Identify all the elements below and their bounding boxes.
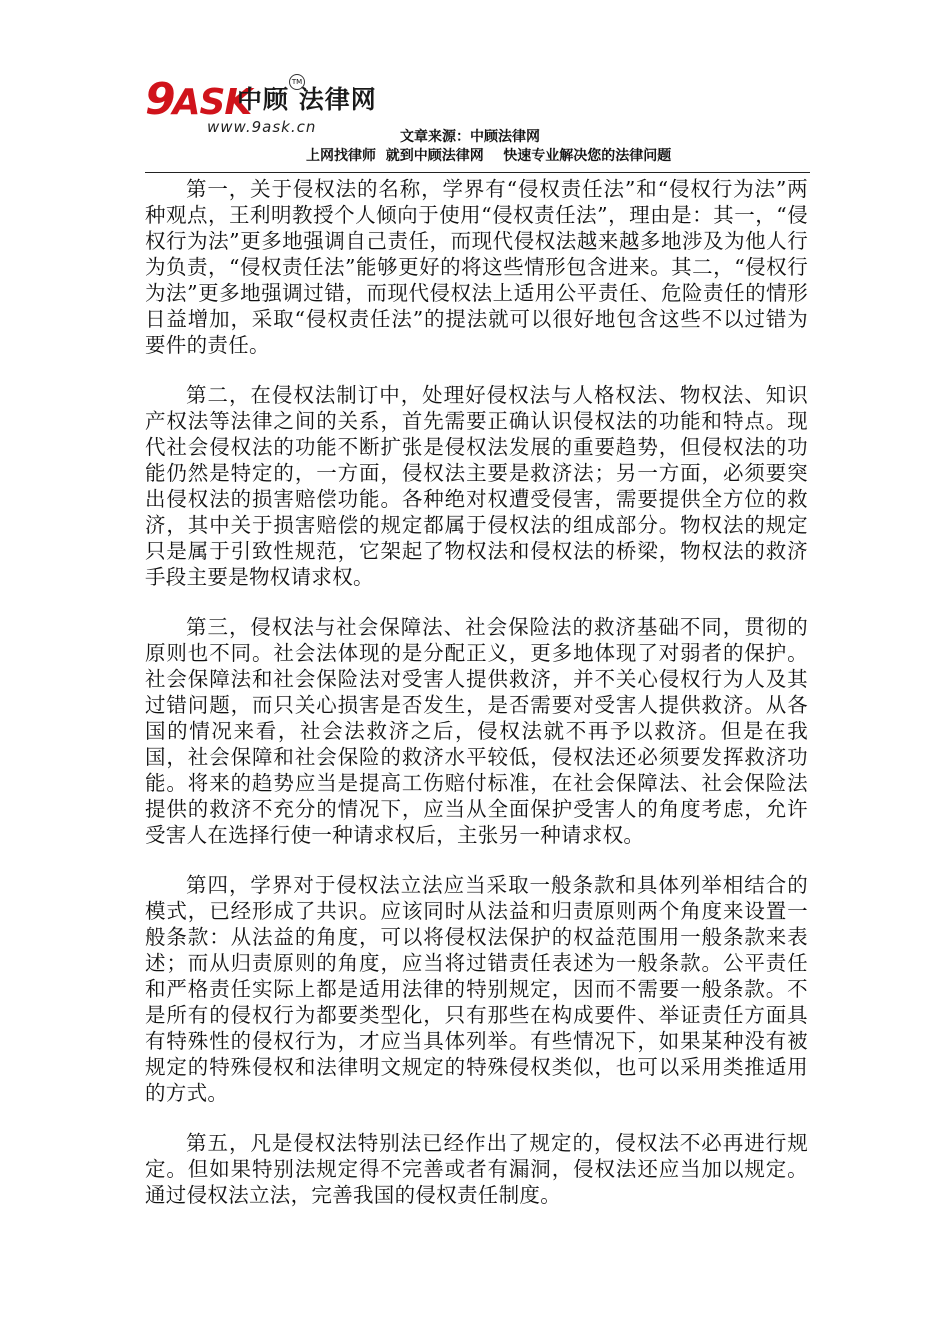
page-header (0, 0, 950, 180)
paragraph-1: 第一，关于侵权法的名称，学界有“侵权责任法”和“侵权行为法”两种观点，王利明教授个人倾向于使用“侵权责任法”，理由是：其一，“侵权行为法”更多地强调自己责任，而现代侵权法越来越多地涉及为他人行为负责，“侵权责任法”能够更好的将这些情形包含进来。其二，“侵权行为法”更多地强调过错，而现代侵权法上适用公平责任、危险责任的情形日益增加，采取“侵权责任法”的提法就可以很好地包含这些不以过错为要件的责任。 (145, 177, 808, 357)
paragraph-3: 第三，侵权法与社会保障法、社会保险法的救济基础不同，贯彻的原则也不同。社会法体现的是分配正义，更多地体现了对弱者的保护。社会保障法和社会保险法对受害人提供救济，并不关心侵权行为人及其过错问题，而只关心损害是否发生，是否需要对受害人提供救济。从各国的情况来看，社会法救济之后，侵权法就不再予以救济。但是在我国，社会保障和社会保险的救济水平较低，侵权法还必须要发挥救济功能。将来的趋势应当是提高工伤赔付标准，在社会保障法、社会保险法提供的救济不充分的情况下，应当从全面保护受害人的角度考虑，允许受害人在选择行使一种请求权后，主张另一种请求权。 (145, 615, 808, 847)
paragraph-5: 第五，凡是侵权法特别法已经作出了规定的，侵权法不必再进行规定。但如果特别法规定得不完善或者有漏洞，侵权法还应当加以规定。通过侵权法立法，完善我国的侵权责任制度。 (145, 1131, 808, 1207)
site-logo[interactable] (145, 74, 405, 140)
paragraph-4: 第四，学界对于侵权法立法应当采取一般条款和具体列举相结合的模式，已经形成了共识。应该同时从法益和归责原则两个角度来设置一般条款：从法益的角度，可以将侵权法保护的权益范围用一般条款来表述；而从归责原则的角度，应当将过错责任表述为一般条款。公平责任和严格责任实际上都是适用法律的特别规定，因而不需要一般条款。不是所有的侵权行为都要类型化，只有那些在构成要件、举证责任方面具有特殊性的侵权行为，才应当具体列举。有些情况下，如果某种没有被规定的特殊侵权和法律明文规定的特殊侵权类似，也可以采用类推适用的方式。 (145, 873, 808, 1105)
header-divider (145, 172, 810, 173)
trademark-icon: TM (289, 74, 305, 90)
article-body (145, 176, 808, 1232)
article-source: 文章来源：中顾法律网 (400, 129, 540, 145)
logo-ask-text: ASK (172, 82, 252, 123)
logo-url: www.9ask.cn (207, 118, 317, 136)
site-slogan: 上网找律师 就到中顾法律网 快速专业解决您的法律问题 (306, 148, 672, 164)
logo-chinese-name: 中顾 法律网 (237, 85, 377, 114)
logo-mark (145, 74, 252, 125)
logo-nine: 9 (145, 74, 175, 125)
paragraph-2: 第二，在侵权法制订中，处理好侵权法与人格权法、物权法、知识产权法等法律之间的关系，首先需要正确认识侵权法的功能和特点。现代社会侵权法的功能不断扩张是侵权法发展的重要趋势，但侵权法的功能仍然是特定的，一方面，侵权法主要是救济法；另一方面，必须要突出侵权法的损害赔偿功能。各种绝对权遭受侵害，需要提供全方位的救济，其中关于损害赔偿的规定都属于侵权法的组成部分。物权法的规定只是属于引致性规范，它架起了物权法和侵权法的桥梁，物权法的救济手段主要是物权请求权。 (145, 383, 808, 589)
